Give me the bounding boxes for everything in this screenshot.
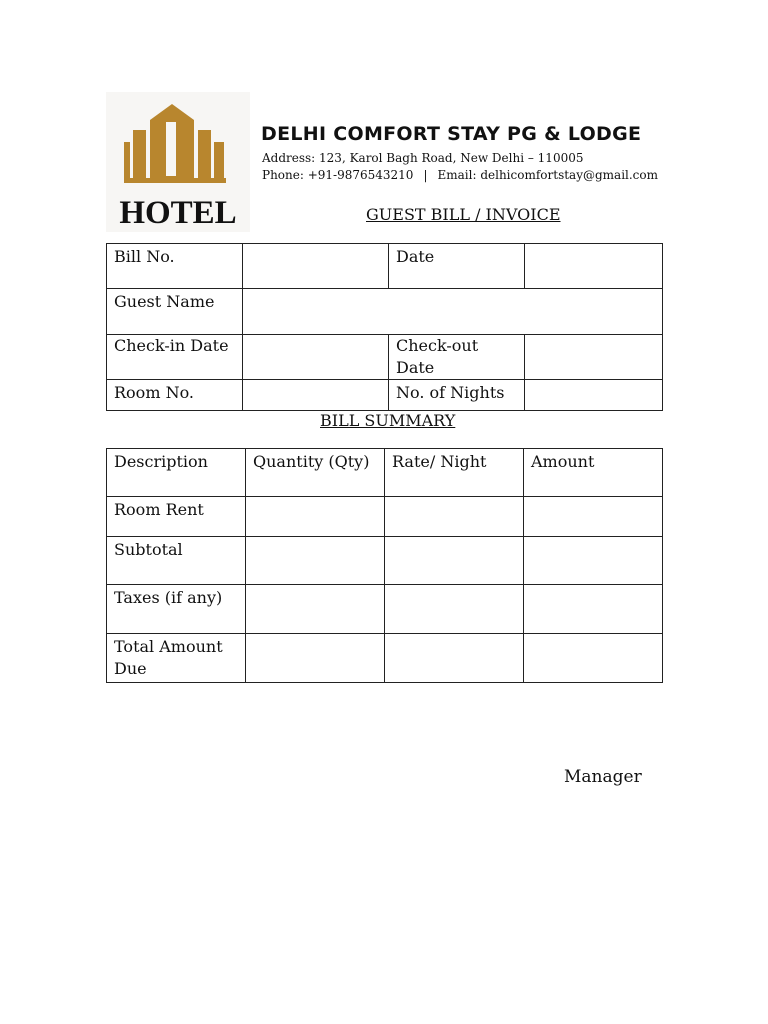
table-row: [107, 497, 663, 537]
hotel-address: Address: 123, Karol Bagh Road, New Delhi – 110005: [262, 151, 584, 165]
invoice-title: GUEST BILL / INVOICE: [366, 205, 561, 224]
table-row: [107, 585, 663, 634]
column-header: Rate/ Night: [385, 449, 524, 497]
hotel-phone: Phone: +91-9876543210: [262, 168, 414, 182]
checkin-label: Check-in Date: [107, 335, 243, 380]
column-header: Amount: [524, 449, 663, 497]
guest-name-label: Guest Name: [107, 289, 243, 335]
contact-separator: |: [423, 168, 428, 182]
guest-info-table: [106, 243, 663, 411]
amount-cell[interactable]: [524, 497, 663, 537]
nights-label: No. of Nights: [389, 380, 525, 411]
table-row: [107, 335, 663, 380]
qty-cell[interactable]: [246, 634, 385, 683]
hotel-name: DELHI COMFORT STAY PG & LODGE: [261, 123, 642, 145]
date-label: Date: [389, 244, 525, 289]
qty-cell[interactable]: [246, 537, 385, 585]
manager-signature-label: Manager: [564, 767, 642, 787]
checkin-field[interactable]: [243, 335, 389, 380]
bill-no-field[interactable]: [243, 244, 389, 289]
row-description: Room Rent: [107, 497, 246, 537]
checkout-label: Check-out Date: [389, 335, 525, 380]
row-description: Taxes (if any): [107, 585, 246, 634]
room-no-field[interactable]: [243, 380, 389, 411]
column-header: Quantity (Qty): [246, 449, 385, 497]
hotel-email: Email: delhicomfortstay@gmail.com: [437, 168, 659, 182]
amount-cell[interactable]: [524, 634, 663, 683]
bill-no-label: Bill No.: [107, 244, 243, 289]
amount-cell[interactable]: [524, 537, 663, 585]
rate-cell[interactable]: [385, 634, 524, 683]
amount-cell[interactable]: [524, 585, 663, 634]
rate-cell[interactable]: [385, 497, 524, 537]
checkout-field[interactable]: [525, 335, 663, 380]
hotel-contact: [262, 168, 658, 182]
qty-cell[interactable]: [246, 497, 385, 537]
column-header: Description: [107, 449, 246, 497]
nights-field[interactable]: [525, 380, 663, 411]
rate-cell[interactable]: [385, 585, 524, 634]
date-field[interactable]: [525, 244, 663, 289]
table-row: [107, 289, 663, 335]
qty-cell[interactable]: [246, 585, 385, 634]
summary-title: BILL SUMMARY: [320, 411, 456, 430]
row-description: Subtotal: [107, 537, 246, 585]
table-header-row: [107, 449, 663, 497]
rate-cell[interactable]: [385, 537, 524, 585]
table-row: [107, 380, 663, 411]
table-row: [107, 634, 663, 683]
room-no-label: Room No.: [107, 380, 243, 411]
table-row: [107, 537, 663, 585]
guest-name-field[interactable]: [243, 289, 663, 335]
table-row: [107, 244, 663, 289]
row-description: Total Amount Due: [107, 634, 246, 683]
building-icon: [106, 92, 250, 232]
logo-text: HOTEL: [119, 195, 237, 231]
bill-summary-table: [106, 448, 663, 683]
hotel-logo: [106, 92, 250, 232]
